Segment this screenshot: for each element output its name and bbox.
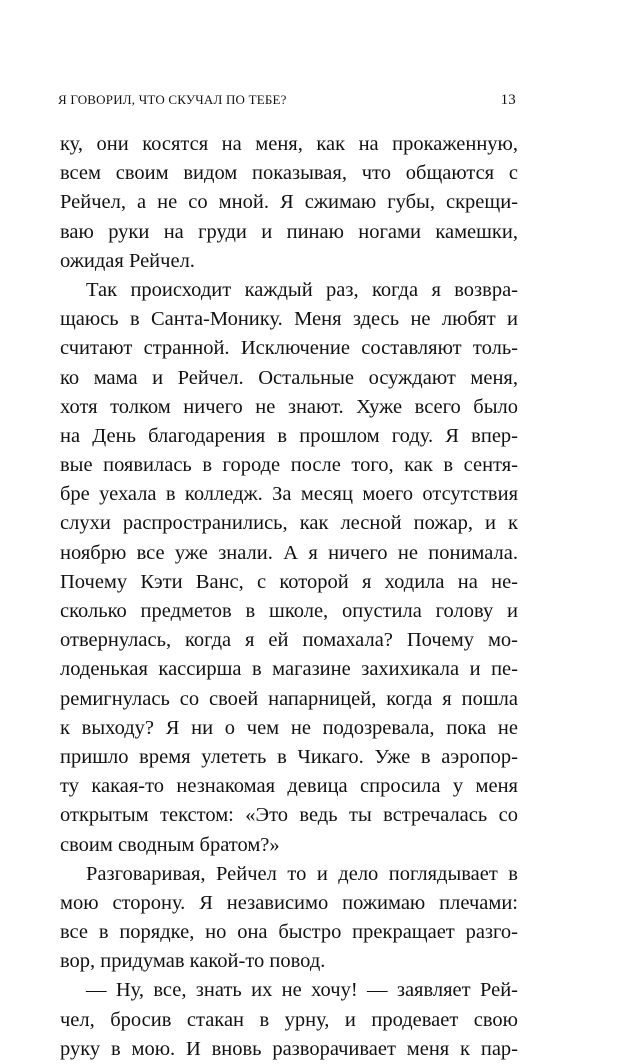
text-line: считают странной. Исключение составляют толь- (60, 337, 518, 360)
text-line: мою сторону. Я независимо пожимаю плечами: (60, 891, 518, 914)
text-line: лоденькая кассирша в магазине захихикала и пе- (60, 658, 518, 681)
running-header (58, 92, 516, 112)
text-line: вые появилась в городе после того, как в сентя- (60, 454, 518, 477)
text-line: чел, бросив стакан в урну, и продевает свою (60, 1008, 518, 1031)
body-text (60, 130, 518, 1064)
text-line: все в порядке, но она быстро прекращает разго- (60, 921, 518, 944)
text-line: — Ну, все, знать их не хочу! — заявляет Рей- (86, 979, 518, 1002)
page-number: 13 (500, 92, 516, 108)
text-line: сколько предметов в школе, опустила голову и (60, 600, 518, 622)
running-title: Я ГОВОРИЛ, ЧТО СКУЧАЛ ПО ТЕБЕ? (58, 92, 287, 107)
text-line: к выходу? Я ни о чем не подозревала, пока не (60, 716, 518, 739)
text-line: Почему Кэти Ванс, с которой я ходила на не- (60, 570, 518, 593)
text-line: Разговаривая, Рейчел то и дело поглядывает в (86, 862, 518, 885)
text-line: ожидая Рейчел. (60, 249, 195, 272)
text-line: Рейчел, а не со мной. Я сжимаю губы, скрещи- (60, 191, 518, 214)
text-line: ремигнулась со своей напарницей, когда я пошла (60, 687, 518, 710)
text-line: ко мама и Рейчел. Остальные осуждают меня, (60, 366, 518, 389)
text-line: слухи распространились, как лесной пожар, и к (60, 512, 518, 535)
text-line: открытым текстом: «Это ведь ты встречалась со (60, 804, 518, 827)
text-line: щаюсь в Санта-Монику. Меня здесь не любят и (60, 308, 518, 331)
text-line: хотя толком ничего не знают. Хуже всего было (60, 395, 518, 418)
text-line: руку в мою. И вновь разворачивает меня к пар- (60, 1037, 518, 1060)
text-line: Так происходит каждый раз, когда я возвра- (86, 278, 518, 301)
text-line: на День благодарения в прошлом году. Я впер- (60, 424, 518, 447)
text-line: вор, придумав какой-то повод. (60, 950, 326, 973)
text-line: ку, они косятся на меня, как на прокаженную, (60, 133, 518, 155)
text-line: пришло время улететь в Чикаго. Уже в аэропор- (60, 745, 518, 768)
text-line: всем своим видом показывая, что общаются с (60, 162, 518, 185)
text-line: бре уехала в колледж. За месяц моего отсутствия (60, 483, 518, 506)
text-line: ваю руки на груди и пинаю ногами камешки, (60, 220, 518, 243)
text-line: ноябрю все уже знали. А я ничего не понимала. (60, 541, 518, 564)
text-line: ту какая-то незнакомая девица спросила у меня (60, 775, 518, 798)
text-line: отвернулась, когда я ей помахала? Почему мо- (60, 629, 518, 652)
text-line: своим сводным братом?» (60, 833, 280, 856)
